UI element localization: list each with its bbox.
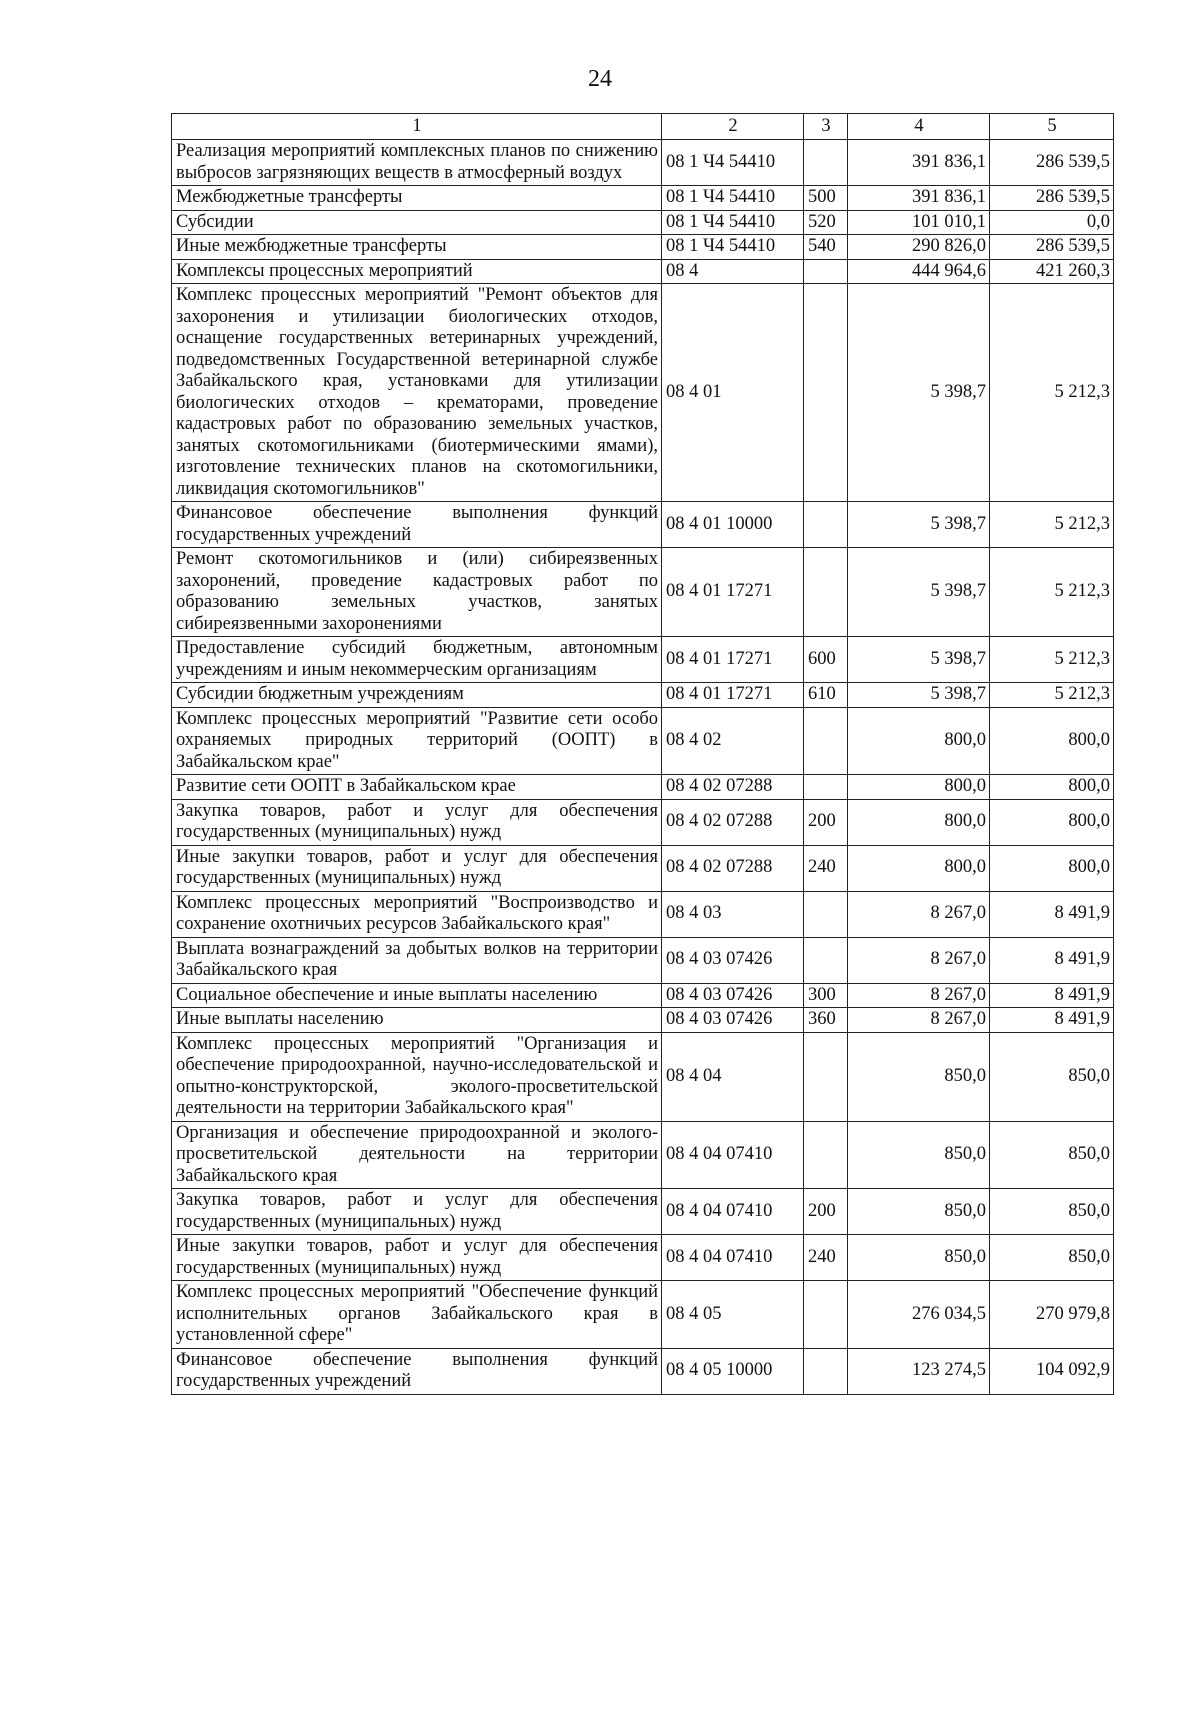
cell-description: Развитие сети ООПТ в Забайкальском крае xyxy=(172,775,662,800)
cell-expense-type: 200 xyxy=(804,799,848,845)
cell-amount-col4: 5 398,7 xyxy=(848,548,990,637)
cell-expense-type xyxy=(804,502,848,548)
cell-expense-type xyxy=(804,1032,848,1121)
cell-amount-col4: 5 398,7 xyxy=(848,502,990,548)
cell-budget-code: 08 4 03 07426 xyxy=(662,937,804,983)
column-header-2: 2 xyxy=(662,114,804,140)
cell-budget-code: 08 4 03 07426 xyxy=(662,1008,804,1033)
cell-description: Закупка товаров, работ и услуг для обеспечения государственных (муниципальных) нужд xyxy=(172,799,662,845)
cell-budget-code: 08 4 02 07288 xyxy=(662,845,804,891)
cell-amount-col4: 850,0 xyxy=(848,1121,990,1189)
cell-amount-col4: 800,0 xyxy=(848,775,990,800)
table-row xyxy=(172,983,1114,1008)
cell-budget-code: 08 1 Ч4 54410 xyxy=(662,235,804,260)
cell-budget-code: 08 4 01 17271 xyxy=(662,637,804,683)
table-row xyxy=(172,891,1114,937)
cell-amount-col5: 850,0 xyxy=(990,1235,1114,1281)
table-row xyxy=(172,210,1114,235)
table-header xyxy=(172,114,1114,140)
table-row xyxy=(172,1235,1114,1281)
cell-budget-code: 08 1 Ч4 54410 xyxy=(662,140,804,186)
cell-budget-code: 08 4 03 07426 xyxy=(662,983,804,1008)
table-row xyxy=(172,1189,1114,1235)
cell-expense-type: 520 xyxy=(804,210,848,235)
cell-description: Субсидии xyxy=(172,210,662,235)
cell-budget-code: 08 4 01 17271 xyxy=(662,548,804,637)
cell-amount-col5: 800,0 xyxy=(990,707,1114,775)
table-row xyxy=(172,1032,1114,1121)
cell-description: Социальное обеспечение и иные выплаты населению xyxy=(172,983,662,1008)
table-row xyxy=(172,775,1114,800)
cell-amount-col4: 290 826,0 xyxy=(848,235,990,260)
cell-expense-type: 600 xyxy=(804,637,848,683)
cell-expense-type xyxy=(804,548,848,637)
cell-amount-col5: 850,0 xyxy=(990,1189,1114,1235)
cell-amount-col4: 8 267,0 xyxy=(848,891,990,937)
cell-expense-type: 360 xyxy=(804,1008,848,1033)
table-row xyxy=(172,1348,1114,1394)
cell-amount-col5: 8 491,9 xyxy=(990,891,1114,937)
table-row xyxy=(172,259,1114,284)
cell-amount-col5: 5 212,3 xyxy=(990,683,1114,708)
cell-budget-code: 08 4 xyxy=(662,259,804,284)
header-row xyxy=(172,114,1114,140)
cell-budget-code: 08 4 04 07410 xyxy=(662,1235,804,1281)
table-row xyxy=(172,683,1114,708)
cell-description: Организация и обеспечение природоохранной и эколого-просветительской деятельности на территории Забайкальского края xyxy=(172,1121,662,1189)
cell-description: Иные межбюджетные трансферты xyxy=(172,235,662,260)
cell-amount-col4: 8 267,0 xyxy=(848,1008,990,1033)
cell-expense-type: 540 xyxy=(804,235,848,260)
cell-budget-code: 08 4 02 xyxy=(662,707,804,775)
cell-description: Субсидии бюджетным учреждениям xyxy=(172,683,662,708)
cell-budget-code: 08 4 01 xyxy=(662,284,804,502)
cell-description: Иные закупки товаров, работ и услуг для обеспечения государственных (муниципальных) нужд xyxy=(172,845,662,891)
cell-description: Комплекс процессных мероприятий "Организация и обеспечение природоохранной, научно-исследовательской и опытно-конструкторской, эколого-просветительской деятельности на территории Забайкальского края" xyxy=(172,1032,662,1121)
cell-expense-type xyxy=(804,1121,848,1189)
cell-expense-type xyxy=(804,707,848,775)
cell-budget-code: 08 1 Ч4 54410 xyxy=(662,186,804,211)
table-row xyxy=(172,707,1114,775)
cell-amount-col5: 286 539,5 xyxy=(990,235,1114,260)
cell-description: Выплата вознаграждений за добытых волков на территории Забайкальского края xyxy=(172,937,662,983)
cell-amount-col5: 8 491,9 xyxy=(990,937,1114,983)
cell-amount-col5: 8 491,9 xyxy=(990,1008,1114,1033)
cell-amount-col5: 5 212,3 xyxy=(990,548,1114,637)
cell-amount-col4: 5 398,7 xyxy=(848,637,990,683)
column-header-4: 4 xyxy=(848,114,990,140)
cell-amount-col5: 8 491,9 xyxy=(990,983,1114,1008)
table-body xyxy=(172,140,1114,1395)
column-header-3: 3 xyxy=(804,114,848,140)
cell-description: Комплекс процессных мероприятий "Обеспечение функций исполнительных органов Забайкальского края в установленной сфере" xyxy=(172,1281,662,1349)
cell-amount-col5: 800,0 xyxy=(990,845,1114,891)
cell-budget-code: 08 4 05 10000 xyxy=(662,1348,804,1394)
cell-budget-code: 08 1 Ч4 54410 xyxy=(662,210,804,235)
table-row xyxy=(172,235,1114,260)
cell-description: Иные закупки товаров, работ и услуг для обеспечения государственных (муниципальных) нужд xyxy=(172,1235,662,1281)
cell-amount-col5: 800,0 xyxy=(990,799,1114,845)
cell-expense-type xyxy=(804,775,848,800)
cell-amount-col4: 800,0 xyxy=(848,799,990,845)
cell-amount-col4: 5 398,7 xyxy=(848,284,990,502)
cell-amount-col5: 286 539,5 xyxy=(990,186,1114,211)
cell-amount-col5: 800,0 xyxy=(990,775,1114,800)
budget-table xyxy=(171,113,1114,1395)
cell-budget-code: 08 4 04 07410 xyxy=(662,1121,804,1189)
cell-expense-type xyxy=(804,140,848,186)
cell-expense-type: 300 xyxy=(804,983,848,1008)
table-row xyxy=(172,140,1114,186)
cell-amount-col4: 8 267,0 xyxy=(848,937,990,983)
cell-budget-code: 08 4 03 xyxy=(662,891,804,937)
cell-description: Ремонт скотомогильников и (или) сибиреязвенных захоронений, проведение кадастровых работ по образованию земельных участков, занятых сибиреязвенными захоронениями xyxy=(172,548,662,637)
cell-description: Иные выплаты населению xyxy=(172,1008,662,1033)
cell-amount-col4: 391 836,1 xyxy=(848,140,990,186)
cell-expense-type xyxy=(804,891,848,937)
cell-budget-code: 08 4 02 07288 xyxy=(662,775,804,800)
cell-budget-code: 08 4 02 07288 xyxy=(662,799,804,845)
table-row xyxy=(172,502,1114,548)
cell-budget-code: 08 4 04 xyxy=(662,1032,804,1121)
cell-description: Межбюджетные трансферты xyxy=(172,186,662,211)
cell-amount-col5: 104 092,9 xyxy=(990,1348,1114,1394)
cell-amount-col5: 286 539,5 xyxy=(990,140,1114,186)
cell-budget-code: 08 4 04 07410 xyxy=(662,1189,804,1235)
cell-amount-col4: 391 836,1 xyxy=(848,186,990,211)
cell-amount-col4: 5 398,7 xyxy=(848,683,990,708)
cell-expense-type: 610 xyxy=(804,683,848,708)
cell-amount-col5: 850,0 xyxy=(990,1121,1114,1189)
cell-description: Комплекс процессных мероприятий "Ремонт объектов для захоронения и утилизации биологических отходов, оснащение государственных ветеринарных учреждений, подведомственных Государственной ветеринарной службе Забайкальского края, установками для утилизации биологических отходов – крематорами, проведение кадастровых работ по образованию земельных участков, занятых скотомогильниками (биотермическими ямами), изготовление технических планов на скотомогильники, ликвидация скотомогильников" xyxy=(172,284,662,502)
table-row xyxy=(172,1281,1114,1349)
cell-description: Финансовое обеспечение выполнения функций государственных учреждений xyxy=(172,1348,662,1394)
cell-description: Закупка товаров, работ и услуг для обеспечения государственных (муниципальных) нужд xyxy=(172,1189,662,1235)
cell-amount-col4: 8 267,0 xyxy=(848,983,990,1008)
table-row xyxy=(172,637,1114,683)
cell-expense-type xyxy=(804,284,848,502)
cell-amount-col4: 276 034,5 xyxy=(848,1281,990,1349)
cell-description: Комплексы процессных мероприятий xyxy=(172,259,662,284)
cell-expense-type xyxy=(804,259,848,284)
cell-expense-type xyxy=(804,1348,848,1394)
cell-amount-col5: 5 212,3 xyxy=(990,637,1114,683)
cell-description: Финансовое обеспечение выполнения функций государственных учреждений xyxy=(172,502,662,548)
cell-expense-type: 500 xyxy=(804,186,848,211)
cell-budget-code: 08 4 01 10000 xyxy=(662,502,804,548)
cell-amount-col4: 800,0 xyxy=(848,707,990,775)
cell-expense-type: 240 xyxy=(804,1235,848,1281)
page-number: 24 xyxy=(588,66,612,92)
cell-amount-col5: 0,0 xyxy=(990,210,1114,235)
cell-amount-col4: 800,0 xyxy=(848,845,990,891)
cell-description: Комплекс процессных мероприятий "Воспроизводство и сохранение охотничьих ресурсов Забайкальского края" xyxy=(172,891,662,937)
table-row xyxy=(172,1008,1114,1033)
cell-amount-col4: 123 274,5 xyxy=(848,1348,990,1394)
cell-description: Предоставление субсидий бюджетным, автономным учреждениям и иным некоммерческим организациям xyxy=(172,637,662,683)
cell-amount-col5: 5 212,3 xyxy=(990,284,1114,502)
cell-amount-col5: 421 260,3 xyxy=(990,259,1114,284)
cell-amount-col5: 5 212,3 xyxy=(990,502,1114,548)
cell-expense-type: 240 xyxy=(804,845,848,891)
table-row xyxy=(172,548,1114,637)
table-row xyxy=(172,937,1114,983)
cell-description: Реализация мероприятий комплексных планов по снижению выбросов загрязняющих веществ в атмосферный воздух xyxy=(172,140,662,186)
cell-description: Комплекс процессных мероприятий "Развитие сети особо охраняемых природных территорий (ООПТ) в Забайкальском крае" xyxy=(172,707,662,775)
cell-amount-col5: 850,0 xyxy=(990,1032,1114,1121)
cell-amount-col4: 850,0 xyxy=(848,1032,990,1121)
table-row xyxy=(172,284,1114,502)
cell-budget-code: 08 4 05 xyxy=(662,1281,804,1349)
cell-amount-col5: 270 979,8 xyxy=(990,1281,1114,1349)
table-row xyxy=(172,799,1114,845)
table-row xyxy=(172,1121,1114,1189)
table-row xyxy=(172,186,1114,211)
cell-expense-type: 200 xyxy=(804,1189,848,1235)
cell-expense-type xyxy=(804,1281,848,1349)
cell-amount-col4: 850,0 xyxy=(848,1235,990,1281)
table-row xyxy=(172,845,1114,891)
cell-budget-code: 08 4 01 17271 xyxy=(662,683,804,708)
cell-expense-type xyxy=(804,937,848,983)
column-header-5: 5 xyxy=(990,114,1114,140)
cell-amount-col4: 850,0 xyxy=(848,1189,990,1235)
cell-amount-col4: 101 010,1 xyxy=(848,210,990,235)
column-header-1: 1 xyxy=(172,114,662,140)
cell-amount-col4: 444 964,6 xyxy=(848,259,990,284)
